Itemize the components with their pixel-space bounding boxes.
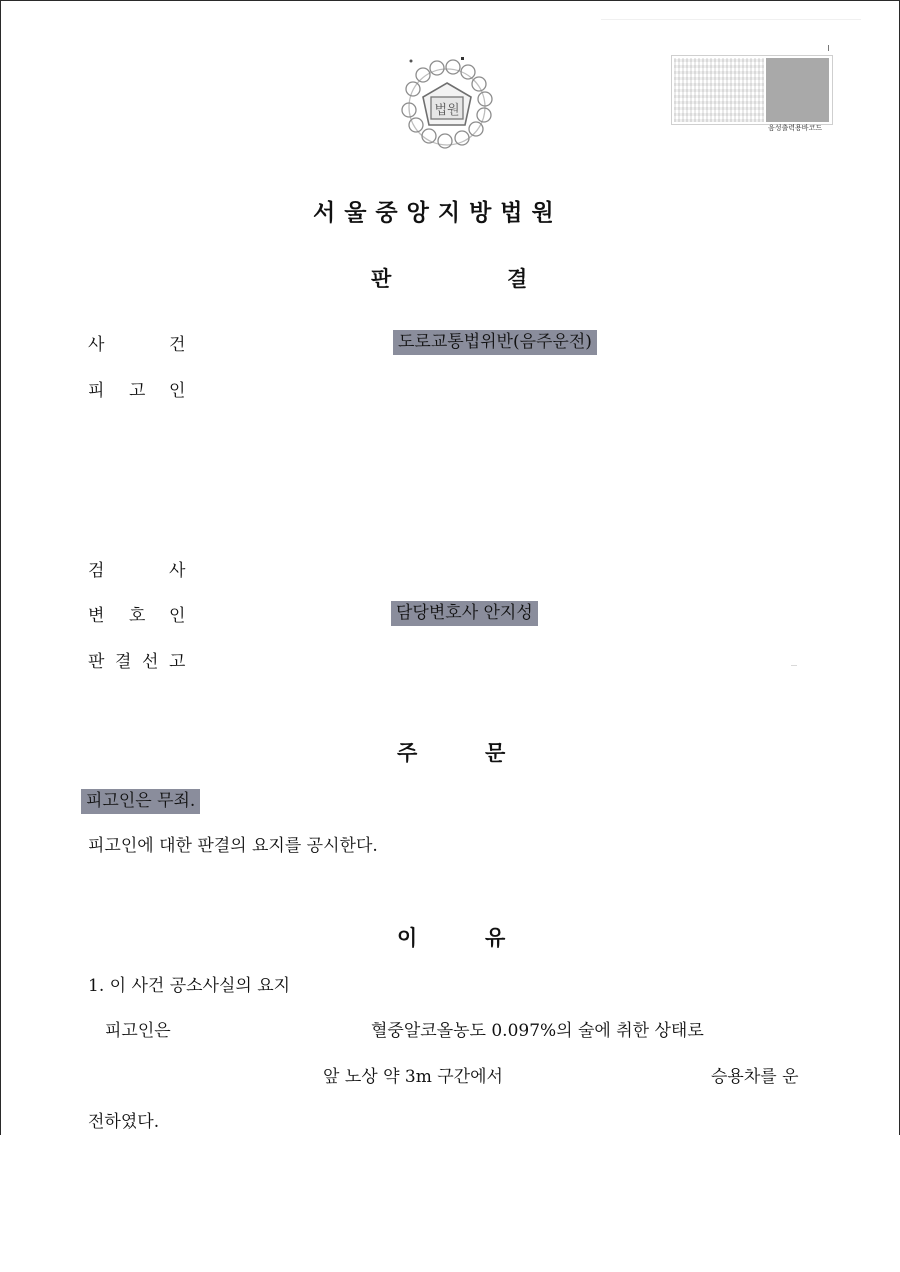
reasons-para-part-2: 혈중알코올농도 0.097%의 술에 취한 상태로: [371, 1021, 704, 1041]
reasons-para-part-3: 앞 노상 약 3m 구간에서: [323, 1067, 503, 1087]
doc-title-char-2: 결: [507, 267, 528, 291]
counsel-value: 담당변호사 안지성: [391, 601, 538, 626]
seal-text: 법원: [434, 103, 460, 118]
barcode-pattern: [674, 58, 764, 122]
sentence-date-label-char-1: 판: [88, 652, 105, 672]
scan-speck: [791, 665, 797, 666]
case-label-char-1: 사: [88, 335, 105, 355]
reasons-heading-char-1: 이: [397, 926, 418, 950]
reasons-section-1-title: 1. 이 사건 공소사실의 요지: [88, 976, 291, 996]
defendant-label-char-2: 고: [129, 381, 146, 401]
order-heading-char-1: 주: [397, 741, 418, 765]
court-name: 서울중앙지방법원: [313, 200, 563, 226]
corner-mark: [828, 45, 829, 51]
defendant-label-char-1: 피: [88, 381, 105, 401]
counsel-label-char-3: 인: [169, 606, 186, 626]
barcode-gray-block: [766, 58, 829, 122]
prosecutor-label-char-1: 검: [88, 561, 105, 581]
voice-output-barcode: [671, 55, 833, 125]
case-label-char-2: 건: [169, 335, 186, 355]
reasons-para-part-5: 전하였다.: [88, 1112, 160, 1132]
sentence-date-label-char-2: 결: [115, 652, 132, 672]
order-line-publication: 피고인에 대한 판결의 요지를 공시한다.: [88, 836, 378, 856]
barcode-caption: 음성출력용바코드: [768, 124, 823, 132]
sentence-date-label-char-4: 고: [169, 652, 186, 672]
scan-speck: [601, 19, 861, 20]
doc-title-char-1: 판: [371, 267, 392, 291]
reasons-para-part-4: 승용차를 운: [711, 1067, 799, 1087]
reasons-heading-char-2: 유: [485, 926, 506, 950]
case-value: 도로교통법위반(음주운전): [393, 330, 597, 355]
counsel-label-char-2: 호: [129, 606, 146, 626]
counsel-label-char-1: 변: [88, 606, 105, 626]
court-seal-emblem: [389, 53, 505, 153]
sentence-date-label-char-3: 선: [142, 652, 159, 672]
order-line-acquittal: 피고인은 무죄.: [81, 789, 200, 814]
order-heading-char-2: 문: [485, 741, 506, 765]
defendant-label-char-3: 인: [169, 381, 186, 401]
prosecutor-label-char-2: 사: [169, 561, 186, 581]
reasons-para-part-1: 피고인은: [105, 1021, 171, 1041]
